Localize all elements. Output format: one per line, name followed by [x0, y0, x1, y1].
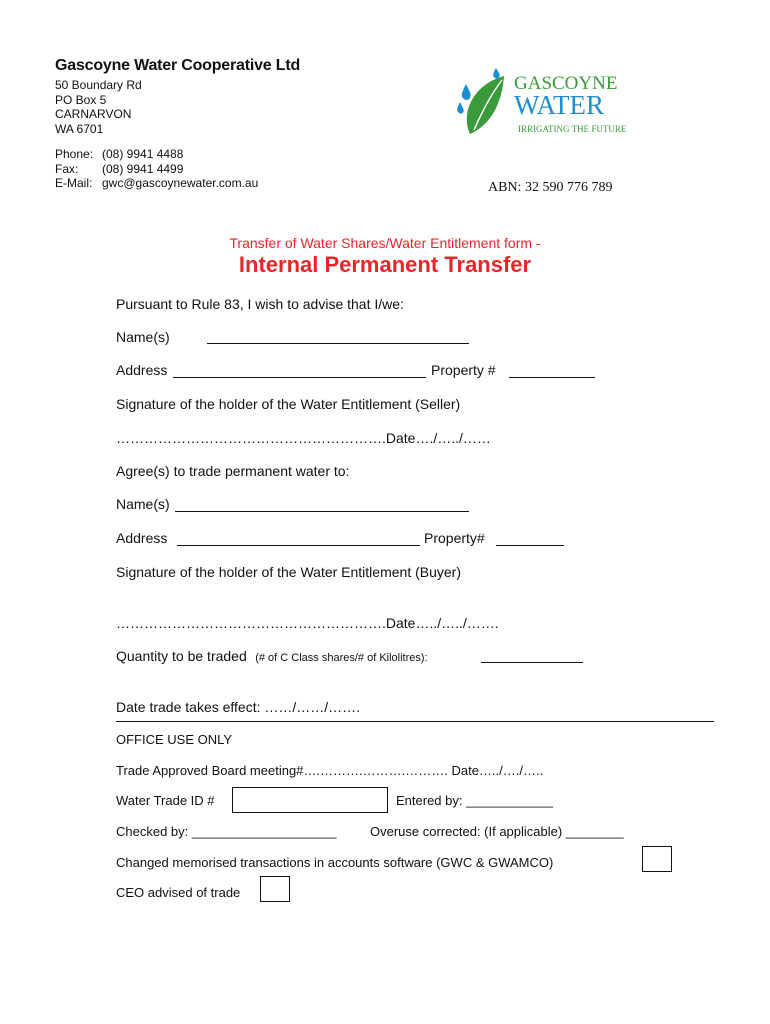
- buyer-signature-date-line[interactable]: ………………………………………………….Date…../…../…….: [116, 615, 499, 631]
- buyer-address-field[interactable]: [177, 545, 420, 546]
- quantity-field[interactable]: [481, 662, 583, 663]
- quantity-row: [116, 648, 428, 666]
- form-subtitle: Transfer of Water Shares/Water Entitlement form -: [229, 235, 541, 251]
- fax-number: (08) 9941 4499: [102, 161, 184, 176]
- gascoyne-water-logo: [452, 62, 632, 142]
- quantity-label: Quantity to be traded: [116, 648, 247, 664]
- board-meeting-line[interactable]: Trade Approved Board meeting#….……….……….………. Date…../…./…..: [116, 763, 544, 778]
- trade-id-input[interactable]: [232, 787, 388, 813]
- trade-id-label: Water Trade ID #: [116, 793, 215, 808]
- buyer-property-label: Property#: [424, 530, 485, 546]
- seller-address-label: Address: [116, 362, 168, 378]
- trade-effective-date[interactable]: Date trade takes effect: ……/……/…….: [116, 699, 361, 715]
- buyer-signature-label: Signature of the holder of the Water Entitlement (Buyer): [116, 564, 461, 580]
- seller-names-label: Name(s): [116, 329, 170, 345]
- email-address: gwc@gascoynewater.com.au: [102, 176, 259, 190]
- buyer-intro: Agree(s) to trade permanent water to:: [116, 463, 350, 479]
- phone-label: Phone:: [55, 147, 94, 161]
- seller-property-label: Property #: [431, 362, 496, 378]
- changed-memorised-label: Changed memorised transactions in accounts software (GWC & GWAMCO): [116, 855, 554, 870]
- address-line: CARNARVON: [55, 107, 132, 121]
- changed-memorised-checkbox[interactable]: [642, 846, 672, 872]
- organization-address: [55, 78, 142, 136]
- quantity-hint: (# of C Class shares/# of Kilolitres):: [255, 652, 428, 664]
- address-line: 50 Boundary Rd: [55, 78, 142, 92]
- seller-property-field[interactable]: [509, 377, 595, 378]
- seller-names-field[interactable]: [207, 343, 469, 344]
- email-label: E-Mail:: [55, 176, 93, 190]
- fax-label: Fax:: [55, 161, 79, 176]
- logo-line1: GASCOYNE: [514, 73, 618, 94]
- contact-details: [55, 147, 258, 191]
- address-line: WA 6701: [55, 121, 104, 136]
- buyer-names-field[interactable]: [175, 511, 469, 512]
- address-line: PO Box 5: [55, 92, 107, 107]
- abn-number: ABN: 32 590 776 789: [488, 180, 613, 195]
- logo-line2: WATER: [514, 90, 604, 120]
- buyer-address-label: Address: [116, 530, 168, 546]
- seller-signature-label: Signature of the holder of the Water Entitlement (Seller): [116, 396, 461, 412]
- buyer-property-field[interactable]: [496, 545, 564, 546]
- overuse-corrected-line[interactable]: Overuse corrected: (If applicable) ________: [370, 824, 624, 839]
- logo-tagline: IRRIGATING THE FUTURE: [518, 124, 627, 134]
- leaf-drop-icon: [457, 68, 504, 134]
- office-use-heading: OFFICE USE ONLY: [116, 732, 233, 747]
- entered-by-line[interactable]: Entered by: ____________: [396, 793, 553, 808]
- section-divider: [116, 721, 714, 722]
- seller-address-field[interactable]: [173, 377, 426, 378]
- phone-number: (08) 9941 4488: [102, 147, 184, 161]
- checked-by-line[interactable]: Checked by: ____________________: [116, 824, 337, 839]
- seller-signature-date-line[interactable]: ………………………………………………….Date…./…../……: [116, 430, 491, 446]
- buyer-names-label: Name(s): [116, 496, 170, 512]
- seller-intro: Pursuant to Rule 83, I wish to advise that I/we:: [116, 296, 404, 312]
- ceo-advised-checkbox[interactable]: [260, 876, 290, 902]
- organization-name: Gascoyne Water Cooperative Ltd: [55, 57, 301, 74]
- ceo-advised-label: CEO advised of trade: [116, 885, 241, 900]
- form-title: Internal Permanent Transfer: [238, 252, 532, 277]
